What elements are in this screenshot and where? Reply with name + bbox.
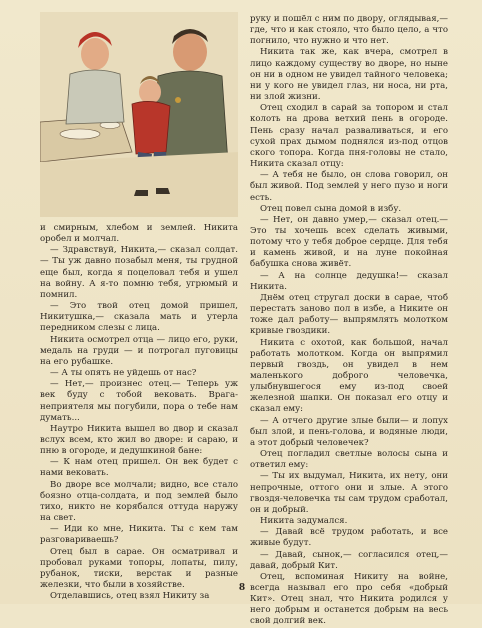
paragraph: Отец погладил светлые волосы сына и ответил ему: xyxy=(250,449,448,471)
paragraph: — Это твой отец домой пришел, Никитушка,— сказала мать и утерла передником слезы с лица. xyxy=(40,301,238,334)
paragraph: — Давай, сынок,— согласился отец,— давай, добрый Кит. xyxy=(250,549,448,571)
paragraph: Отец повел сына домой в избу. xyxy=(260,203,402,214)
right-text-column xyxy=(250,14,448,628)
paragraph: Никита так же, как вчера, смотрел в лицо каждому существу во дворе, но ныне он ни в одном не увидел тайного человека; ни у кого не увидел глаз, ни носа, ни рта, ни злой жизни. xyxy=(250,47,448,103)
left-text-column xyxy=(40,223,238,602)
paragraph: — Нет,— произнес отец.— Теперь уж век буду с тобой вековать. Врага-неприятеля мы погубили, пора о тебе нам думать... xyxy=(40,379,238,423)
paragraph: руку и пошёл с ним по двору, оглядывая,— где, что и как стояло, что было цело, а что погнило, что нужно и что нет. xyxy=(250,14,448,47)
paragraph: Днём отец стругал доски в сарае, чтоб перестать заново пол в избе, а Никите он тоже дал работу— выпрямлять молотком кривые гвоздики. xyxy=(250,292,448,337)
paragraph: Отделавшись, отец взял Никиту за xyxy=(50,591,210,602)
paragraph: Никита задумался. xyxy=(260,516,348,527)
paragraph: Никита осмотрел отца — лицо его, руки, медаль на груди — и потрогал пуговицы на его рубашке. xyxy=(40,334,238,367)
paragraph: — А тебя не было, он слова говорил, он был живой. Под землей у него пузо и ноги есть. xyxy=(250,170,448,203)
paragraph: — А на солнце дедушка!— сказал Никита. xyxy=(250,270,448,292)
paragraph: — Давай всё трудом работать, и все живые будут. xyxy=(250,527,448,549)
paragraph: — К нам отец пришел. Он век будет с нами вековать. xyxy=(40,457,238,479)
illustration xyxy=(40,12,238,217)
paragraph: — Здравствуй, Никита,— сказал солдат.— Ты уж давно позабыл меня, ты грудной еще был, когда я поцеловал тебя и ушел на войну. А я-то помню тебя, угрюмый и помнил. xyxy=(40,245,238,300)
page-number: 8 xyxy=(238,583,246,593)
paragraph: — Иди ко мне, Никита. Ты с кем там разговариваешь? xyxy=(40,524,238,546)
paragraph: Во дворе все молчали; видно, все стало боязно отца-солдата, и под землей было тихо, никто не корябался оттуда наружу на свет. xyxy=(40,479,238,524)
paragraph: Никита с охотой, как большой, начал работать молотком. Когда он выпрямил первый гвоздь, он увидел в нем маленького доброго человечка, улыбнувшегося ему из-под своей железной шапки. Он показал его отцу и сказал ему: xyxy=(250,337,448,415)
paragraph: Отец сходил в сарай за топором и стал колоть на дрова ветхий пень в огороде. Пень сразу начал разваливаться, и его сухой прах дымом поднялся из-под отцов ского топора. Когда пня-головы не стало, Никита сказал отцу: xyxy=(250,103,448,170)
paragraph: — А отчего другие злые были— и лопух был злой, и пень-голова, и водяные люди, а этот добрый человечек? xyxy=(250,415,448,448)
paragraph: Отец, вспоминая Никиту на войне, всегда называл его про себя «добрый Кит». Отец знал, что Никита родился у него добрым и останется добрым на весь свой долгий век. xyxy=(250,571,448,627)
paragraph: Наутро Никита вышел во двор и сказал вслух всем, кто жил во дворе: и сараю, и пню в огороде, и дедушкиной бане: xyxy=(40,423,238,457)
paragraph: — А ты опять не уйдешь от нас? xyxy=(50,368,197,379)
paragraph: и смирным, хлебом и землей. Никита оробел и молчал. xyxy=(40,223,238,245)
paragraph: — Ты их выдумал, Никита, их нету, они непрочные, оттого они и злые. А этого гвоздя-человечка ты сам трудом сработал, он и добрый. xyxy=(250,471,448,515)
paragraph: — Нет, он давно умер,— сказал отец.— Это ты хочешь всех сделать живыми, потому что у тебя доброе сердце. Для тебя и камень живой, и на луне покойная бабушка снова живёт. xyxy=(250,214,448,270)
paragraph: Отец был в сарае. Он осматривал и пробовал руками топоры, лопаты, пилу, рубанок, тиски, верстак и разные железки, что были в хозяйстве. xyxy=(40,546,238,590)
